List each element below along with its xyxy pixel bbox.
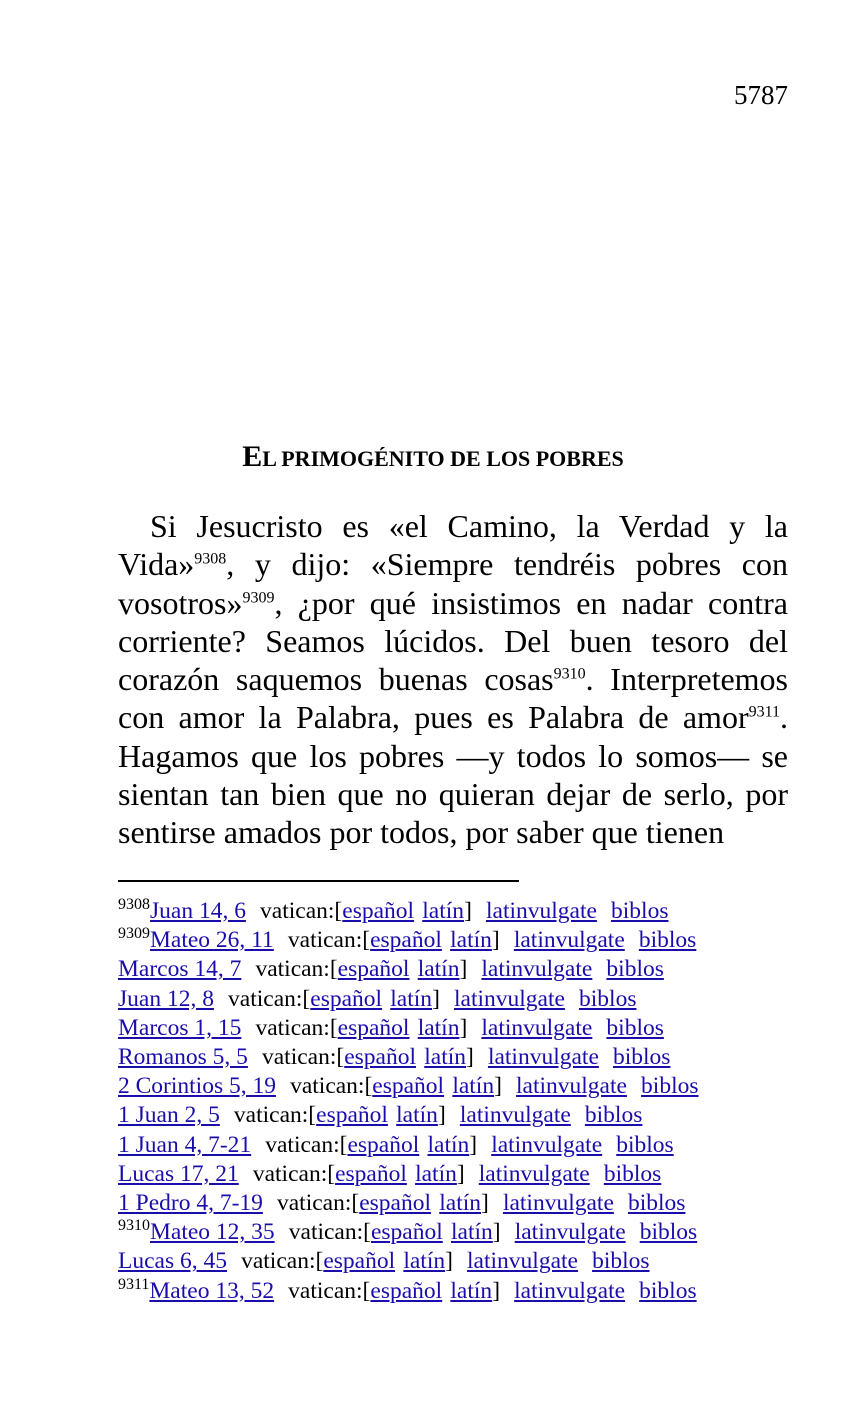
espanol-link[interactable]: español (323, 1248, 396, 1275)
scripture-reference-link[interactable]: 1 Juan 2, 5 (118, 1102, 220, 1129)
vatican-label: vatican:[ (228, 985, 311, 1012)
vatican-label: vatican:[ (255, 956, 338, 983)
vatican-label: vatican:[ (233, 1102, 317, 1129)
paragraph-segment: . Hagamos que los pobres —y todos lo somos— se sientan tan bien que no quieran dejar de serlo, por sentirse amados por todos, por saber que tienen (118, 699, 788, 851)
footnote-row (118, 1218, 818, 1247)
espanol-link[interactable]: español (370, 1219, 443, 1246)
paragraph-segment: , y dijo: «Siempre tendréis pobres con vosotros» (118, 546, 788, 621)
footnote-row (118, 1247, 818, 1276)
footnote-marker: 9308 (194, 550, 227, 568)
espanol-link[interactable]: español (342, 898, 415, 924)
vatican-bracket: ] (481, 1190, 489, 1217)
vatican-bracket: ] (456, 1160, 465, 1187)
vatican-bracket: ] (464, 898, 472, 924)
latinvulgate-link[interactable]: latinvulgate (513, 927, 625, 954)
espanol-link[interactable]: español (370, 1277, 443, 1304)
latin-link[interactable]: latín (452, 1073, 495, 1100)
paragraph-segment: . Interpretemos con amor la Palabra, pues es Palabra de amor (118, 661, 789, 736)
scripture-reference-link[interactable]: 1 Pedro 4, 7-19 (118, 1190, 263, 1217)
latinvulgate-link[interactable]: latinvulgate (467, 1248, 578, 1275)
footnote-row (118, 1131, 818, 1160)
footnote-row (118, 1043, 818, 1072)
latin-link[interactable]: latín (427, 1131, 470, 1158)
footnote-row (118, 1101, 818, 1130)
latin-link[interactable]: latín (396, 1102, 438, 1129)
footnote-row (118, 1277, 818, 1306)
vatican-label: vatican:[ (255, 1014, 338, 1041)
latinvulgate-link[interactable]: latinvulgate (514, 1277, 626, 1304)
latin-link[interactable]: latín (417, 1014, 460, 1041)
footnote-row (118, 1072, 818, 1101)
footnote-row (118, 926, 818, 955)
scripture-reference-link[interactable]: Mateo 26, 11 (150, 927, 274, 954)
footnote-divider (118, 880, 519, 882)
latin-link[interactable]: latín (390, 985, 433, 1012)
footnote-marker: 9309 (242, 588, 275, 606)
scripture-reference-link[interactable]: Juan 14, 6 (150, 898, 246, 924)
vatican-label: vatican:[ (241, 1248, 324, 1275)
latinvulgate-link[interactable]: latinvulgate (459, 1102, 571, 1129)
latin-link[interactable]: latín (415, 1160, 457, 1187)
vatican-bracket: ] (492, 1219, 501, 1246)
latinvulgate-link[interactable]: latinvulgate (481, 956, 593, 983)
footnote-row (118, 897, 818, 926)
scripture-reference-link[interactable]: Lucas 6, 45 (118, 1248, 227, 1275)
espanol-link[interactable]: español (344, 1044, 417, 1071)
latinvulgate-link[interactable]: latinvulgate (481, 1014, 593, 1041)
vatican-bracket: ] (466, 1044, 474, 1071)
paragraph-segment: Si Jesucristo es «el Camino, la Verdad y la Vida» (118, 508, 788, 583)
biblos-link[interactable]: biblos (616, 1131, 674, 1158)
vatican-bracket: ] (432, 985, 440, 1012)
biblos-link[interactable]: biblos (606, 1014, 664, 1041)
espanol-link[interactable]: español (359, 1190, 432, 1217)
vatican-label: vatican:[ (288, 1219, 371, 1246)
biblos-link[interactable]: biblos (592, 1248, 650, 1275)
vatican-bracket: ] (492, 1277, 501, 1304)
scripture-reference-link[interactable]: 1 Juan 4, 7-21 (118, 1131, 252, 1158)
scripture-reference-link[interactable]: 2 Corintios 5, 19 (118, 1073, 276, 1100)
footnote-row (118, 1160, 818, 1189)
latin-link[interactable]: latín (451, 1219, 493, 1246)
espanol-link[interactable]: español (337, 956, 410, 983)
footnotes-section (118, 897, 818, 1306)
biblos-link[interactable]: biblos (579, 985, 637, 1012)
latinvulgate-link[interactable]: latinvulgate (453, 985, 565, 1012)
espanol-link[interactable]: español (310, 985, 383, 1012)
biblos-link[interactable]: biblos (584, 1102, 643, 1129)
biblos-link[interactable]: biblos (627, 1190, 686, 1217)
heading-initial: E (242, 440, 263, 473)
latinvulgate-link[interactable]: latinvulgate (478, 1160, 590, 1187)
latinvulgate-link[interactable]: latinvulgate (485, 898, 597, 924)
footnote-marker: 9310 (553, 665, 586, 683)
heading-rest: L PRIMOGÉNITO DE LOS POBRES (262, 446, 624, 471)
scripture-reference-link[interactable]: Marcos 1, 15 (118, 1014, 242, 1041)
footnote-number: 9308 (118, 896, 150, 914)
biblos-link[interactable]: biblos (639, 1277, 697, 1304)
espanol-link[interactable]: español (316, 1102, 388, 1129)
vatican-label: vatican:[ (262, 1044, 345, 1071)
footnote-row (118, 985, 818, 1014)
biblos-link[interactable]: biblos (612, 1044, 671, 1071)
page-number: 5787 (734, 80, 788, 110)
latinvulgate-link[interactable]: latinvulgate (487, 1044, 599, 1071)
vatican-label: vatican:[ (288, 1277, 371, 1304)
vatican-label: vatican:[ (265, 1131, 348, 1158)
scripture-reference-link[interactable]: Juan 12, 8 (118, 985, 214, 1012)
latin-link[interactable]: latín (450, 1277, 493, 1304)
vatican-bracket: ] (491, 927, 500, 954)
vatican-bracket: ] (469, 1131, 478, 1158)
espanol-link[interactable]: español (335, 1160, 407, 1187)
vatican-bracket: ] (494, 1073, 502, 1100)
vatican-label: vatican:[ (260, 898, 343, 924)
biblos-link[interactable]: biblos (639, 1219, 698, 1246)
latinvulgate-link[interactable]: latinvulgate (502, 1190, 614, 1217)
footnote-row (118, 1189, 818, 1218)
scripture-reference-link[interactable]: Mateo 12, 35 (150, 1219, 275, 1246)
vatican-label: vatican:[ (252, 1160, 336, 1187)
latin-link[interactable]: latín (403, 1248, 446, 1275)
scripture-reference-link[interactable]: Romanos 5, 5 (118, 1044, 248, 1071)
latinvulgate-link[interactable]: latinvulgate (514, 1219, 626, 1246)
latin-link[interactable]: latín (422, 898, 465, 924)
footnote-number: 9311 (118, 1275, 150, 1293)
vatican-bracket: ] (437, 1102, 446, 1129)
biblos-link[interactable]: biblos (638, 927, 697, 954)
espanol-link[interactable]: español (347, 1131, 420, 1158)
latin-link[interactable]: latín (450, 927, 492, 954)
scripture-reference-link[interactable]: Mateo 13, 52 (149, 1277, 275, 1304)
vatican-label: vatican:[ (287, 927, 371, 954)
biblos-link[interactable]: biblos (641, 1073, 699, 1100)
latin-link[interactable]: latín (439, 1190, 482, 1217)
espanol-link[interactable]: español (337, 1014, 410, 1041)
footnote-number: 9310 (118, 1217, 150, 1235)
vatican-bracket: ] (459, 1014, 468, 1041)
biblos-link[interactable]: biblos (603, 1160, 662, 1187)
scripture-reference-link[interactable]: Marcos 14, 7 (118, 956, 242, 983)
footnote-number: 9309 (118, 925, 150, 943)
paragraph-segment: , ¿por qué insistimos en nadar contra corriente? Seamos lúcidos. Del buen tesoro del corazón saquemos buenas cosas (118, 584, 788, 698)
scripture-reference-link[interactable]: Lucas 17, 21 (118, 1160, 239, 1187)
footnote-row (118, 955, 818, 984)
biblos-link[interactable]: biblos (611, 898, 669, 924)
espanol-link[interactable]: español (372, 1073, 445, 1100)
latinvulgate-link[interactable]: latinvulgate (516, 1073, 627, 1100)
body-paragraph (118, 507, 788, 852)
latinvulgate-link[interactable]: latinvulgate (491, 1131, 603, 1158)
latin-link[interactable]: latín (417, 956, 460, 983)
vatican-bracket: ] (445, 1248, 453, 1275)
chapter-heading (0, 440, 866, 474)
vatican-bracket: ] (459, 956, 468, 983)
biblos-link[interactable]: biblos (606, 956, 664, 983)
vatican-label: vatican:[ (290, 1073, 373, 1100)
footnote-marker: 9311 (748, 703, 780, 721)
footnote-row (118, 1014, 818, 1043)
latin-link[interactable]: latín (424, 1044, 467, 1071)
vatican-label: vatican:[ (277, 1190, 360, 1217)
espanol-link[interactable]: español (370, 927, 442, 954)
